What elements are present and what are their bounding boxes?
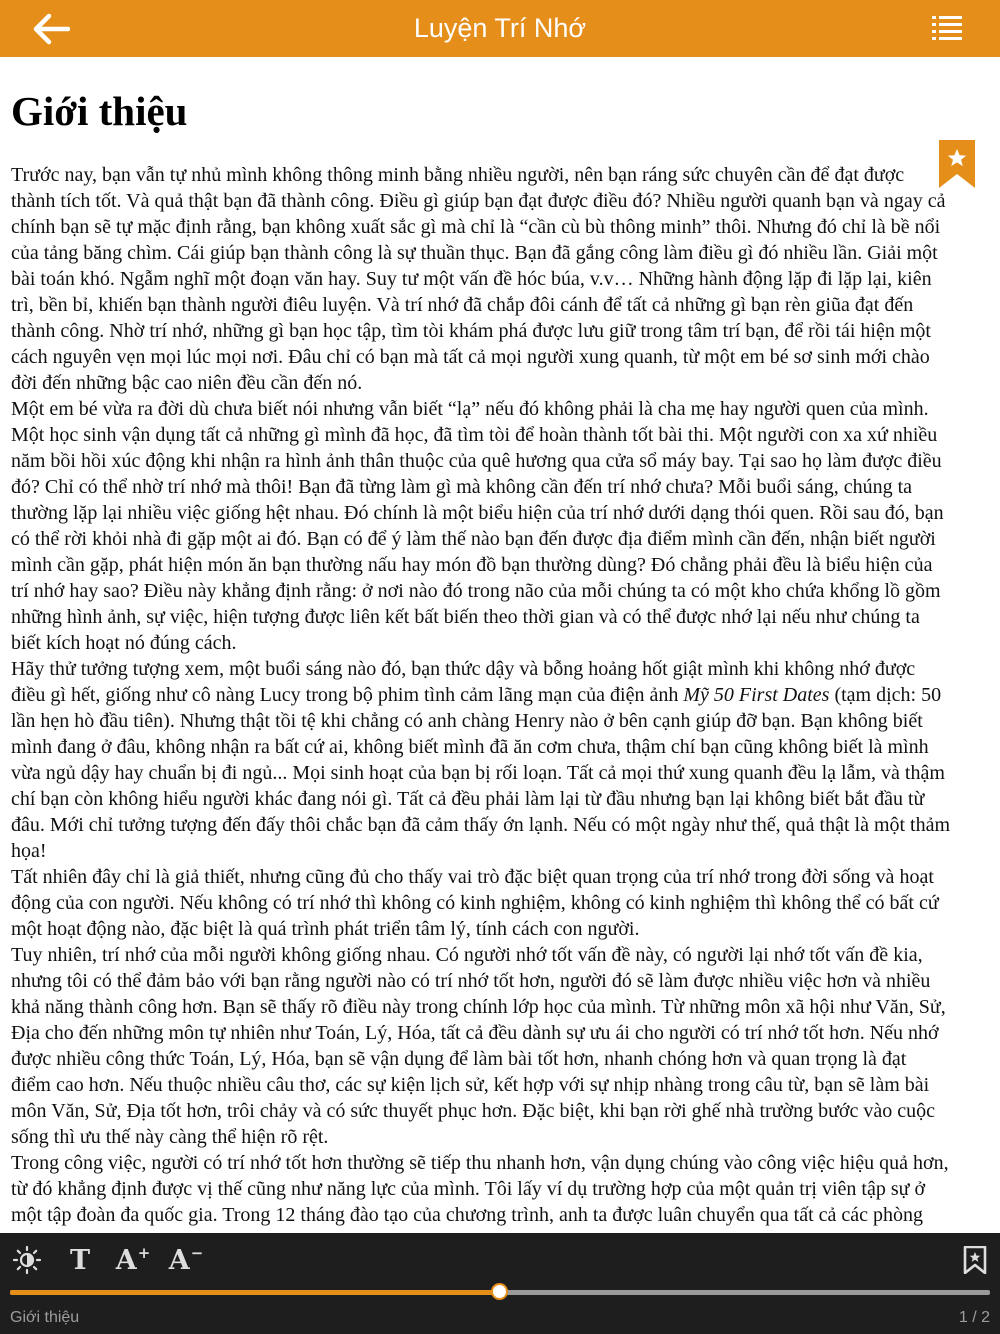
slider-thumb[interactable]: [491, 1283, 508, 1300]
font-style-label: T: [69, 1244, 91, 1276]
list-menu-icon: [931, 14, 963, 44]
paragraph: [11, 656, 991, 864]
text-line: vừa ngủ dậy hay chuẩn bị đi ngủ... Mọi sinh hoạt của bạn bị rối loạn. Tất cả mọi thứ xung quanh đều lạ lẫm, và thậm: [11, 762, 945, 784]
text-line: trí nhớ hay sao? Điều này khẳng định rằng: ở nơi nào đó trong não của mỗi chúng ta có một kho chứa khổng lồ gồm: [11, 580, 941, 602]
paragraph: [11, 1150, 991, 1228]
text-line: được nhiều công thức Toán, Lý, Hóa, bạn sẽ vận dụng để làm bài tốt hơn, nhanh chóng hơn và quan trọng là đạt: [11, 1048, 907, 1070]
text-line: môn Văn, Sử, Địa tốt hơn, trôi chảy và có sức thuyết phục hơn. Đặc biệt, khi bạn rời ghế nhà trường bước vào cuộc: [11, 1100, 935, 1122]
text-line: thành tích tốt. Và quả thật bạn đã thành công. Điều gì giúp bạn đạt được điều đó? Nhiều người quanh bạn và ngay cả: [11, 190, 946, 212]
text-line: Địa cho đến những môn tự nhiên như Toán, Lý, Hóa, tất cả đều dành sự ưu ái cho người có trí nhớ tốt hơn. Nếu nhớ: [11, 1022, 939, 1044]
slider-fill: [10, 1290, 500, 1295]
bookmarks-button[interactable]: [958, 1235, 992, 1285]
text-line: có thể rời khỏi nhà đi gặp một ai đó. Bạn có để ý làm thế nào bạn đến được địa điểm mình cần đến, nhận biết người: [11, 528, 936, 550]
font-style-button[interactable]: [64, 1235, 96, 1285]
text-segment: (tạm dịch: 50: [829, 684, 942, 706]
decrease-font-label: A−: [168, 1244, 204, 1276]
chapter-heading: Giới thiệu: [11, 88, 188, 134]
text-line: mình đang ở đâu, không nhận ra bất cứ ai, không biết mình đã ăn cơm chưa, thậm chí bạn cũng không biết là mình: [11, 736, 929, 758]
text-line: một tập đoàn đa quốc gia. Trong 12 tháng đào tạo của chương trình, anh ta được luân chuyển qua tất cả các phòng: [11, 1204, 924, 1226]
text-line: Một học sinh vận dụng tất cả những gì mình đã học, đã tìm tòi để hoàn thành tốt bài thi. Một người con xa xứ nhiều: [11, 424, 938, 446]
text-line: khả năng thành công hơn. Bạn sẽ thấy rõ điều này trong chính lớp học của mình. Từ những môn xã hội như Văn, Sử,: [11, 996, 946, 1018]
article-body: [11, 162, 991, 1228]
brightness-icon: [12, 1245, 42, 1275]
brightness-button[interactable]: [10, 1235, 44, 1285]
text-segment: điều gì hết, giống như cô nàng Lucy trong bộ phim tình cảm lãng mạn của điện ảnh: [11, 684, 684, 706]
text-line: chí bạn còn không hiểu người khác đang nói gì. Tất cả đều phải làm lại từ đầu nhưng bạn lại không biết bắt đầu từ: [11, 788, 925, 810]
text-line: Trong công việc, người có trí nhớ tốt hơn thường sẽ tiếp thu nhanh hơn, vận dụng chúng vào công việc hiệu quả hơn,: [11, 1152, 949, 1174]
app-title: Luyện Trí Nhớ: [413, 13, 587, 43]
text-line: Một em bé vừa ra đời dù chưa biết nói nhưng vẫn biết “lạ” nếu đó không phải là cha mẹ hay người quen của mình.: [11, 398, 929, 420]
text-line: động của con người. Nếu không có trí nhớ thì không có kinh nghiệm, không có kinh nghiệm thì không thể có bất cứ: [11, 892, 939, 914]
reader-content[interactable]: [0, 57, 1000, 1233]
text-line: Hãy thử tưởng tượng xem, một buổi sáng nào đó, bạn thức dậy và bỗng hoảng hốt giật mình khi không nhớ được: [11, 658, 916, 680]
text-line: bài toán khó. Ngẫm nghĩ một đoạn văn hay. Suy tư một vấn đề hóc búa, v.v… Những hành động lặp đi lặp lại, kiên: [11, 268, 932, 290]
text-line: của tảng băng chìm. Cái giúp bạn thành công là sự thuần thục. Bạn đã gắng công làm điều gì đó nhiều lần. Giải một: [11, 242, 938, 264]
text-line: đời đến những bậc cao niên đều cần đến nó.: [11, 372, 363, 394]
paragraph: [11, 396, 991, 656]
table-of-contents-button[interactable]: [925, 11, 969, 47]
text-line: sống thì ưu thế này càng thể hiện rõ rệt.: [11, 1126, 329, 1148]
text-line: một hoạt động nào, đặc biệt là quá trình phát triển tâm lý, tính cách con người.: [11, 918, 640, 940]
current-chapter-label: Giới thiệu: [10, 1309, 80, 1326]
text-line: điểm cao hơn. Nếu thuộc nhiều câu thơ, các sự kiện lịch sử, kết hợp với sự nhịp nhàng trong câu từ, bạn sẽ làm bài: [11, 1074, 930, 1096]
text-line: đâu. Mới chỉ tưởng tượng đến đấy thôi chắc bạn đã cảm thấy ớn lạnh. Nếu có một ngày như thế, quả thật là một thảm: [11, 814, 951, 836]
top-app-bar: [0, 0, 1000, 57]
paragraph: [11, 942, 991, 1150]
page-indicator: 1 / 2: [958, 1309, 990, 1326]
increase-font-label: A+: [115, 1244, 151, 1276]
text-line: đó? Chỉ có thể nhờ trí nhớ mà thôi! Bạn đã từng làm gì mà không cần đến trí nhớ chưa? Mỗi buổi sáng, chúng ta: [11, 476, 913, 498]
page-progress-slider[interactable]: [10, 1283, 990, 1301]
text-line: họa!: [11, 840, 47, 862]
text-line: cách nguyên vẹn mọi lúc mọi nơi. Đâu chỉ có bạn mà tất cả mọi người xung quanh, từ một em bé sơ sinh mới chào: [11, 346, 930, 368]
bookmark-list-icon: [963, 1246, 987, 1274]
decrease-font-button[interactable]: [165, 1235, 207, 1285]
text-line: từ đó khẳng định được vị thế cũng như năng lực của mình. Tôi lấy ví dụ trường hợp của một quản trị viên tập sự ở: [11, 1178, 926, 1200]
text-line: [11, 682, 991, 708]
text-line: nhưng tôi có thể đảm bảo với bạn rằng người nào có trí nhớ tốt hơn, người đó sẽ làm được nhiều việc hơn và nhiều: [11, 970, 931, 992]
paragraph: [11, 864, 991, 942]
increase-font-button[interactable]: [112, 1235, 154, 1285]
text-line: Tất nhiên đây chỉ là giả thiết, nhưng cũng đủ cho thấy vai trò đặc biệt quan trọng của trí nhớ trong đời sống và hoạt: [11, 866, 934, 888]
text-line: Tuy nhiên, trí nhớ của mỗi người không giống nhau. Có người nhớ tốt vấn đề này, có người lại nhớ tốt vấn đề kia,: [11, 944, 923, 966]
text-line: thành công. Nhờ trí nhớ, những gì bạn học tập, tìm tòi khám phá được lưu giữ trong tâm trí bạn, để rồi tái hiện một: [11, 320, 931, 342]
text-line: Trước nay, bạn vẫn tự nhủ mình không thông minh bằng nhiều người, nên bạn ráng sức chuyên cần để đạt được: [11, 164, 905, 186]
text-line: mình cần gặp, phát hiện món ăn bạn thường nấu hay món đồ bạn thường dùng? Đó chẳng phải đều là biểu hiện của: [11, 554, 933, 576]
paragraph: [11, 162, 991, 396]
text-line: chính bạn sẽ tự mặc định rằng, bạn không xuất sắc gì mà chỉ là “cần cù bù thông minh” thôi. Nhưng đó chỉ là bề nổi: [11, 216, 941, 238]
text-line: thường lặp lại nhiều việc giống hệt nhau. Đó chính là một biểu hiện của trí nhớ dưới dạng thói quen. Rồi sau đó, bạn: [11, 502, 944, 524]
text-line: những hình ảnh, sự việc, hiện tượng được liên kết bất biến theo thời gian và có thể được nhớ lại nếu như chúng ta: [11, 606, 920, 628]
text-line: năm bồi hồi xúc động khi nhận ra hình ảnh thân thuộc của quê hương qua cửa sổ máy bay. Tại sao họ làm được điều: [11, 450, 942, 472]
text-line: biết kích hoạt nó đúng cách.: [11, 632, 237, 654]
text-line: trì, bền bỉ, khiến bạn thành người điêu luyện. Và trí nhớ đã chắp đôi cánh để tất cả những gì bạn rèn giũa đạt đến: [11, 294, 914, 316]
text-line: lần hẹn hò đầu tiên). Nhưng thật tồi tệ khi chẳng có anh chàng Henry nào ở bên cạnh giúp đỡ bạn. Bạn không biết: [11, 710, 923, 732]
film-title: Mỹ 50 First Dates: [683, 684, 830, 706]
